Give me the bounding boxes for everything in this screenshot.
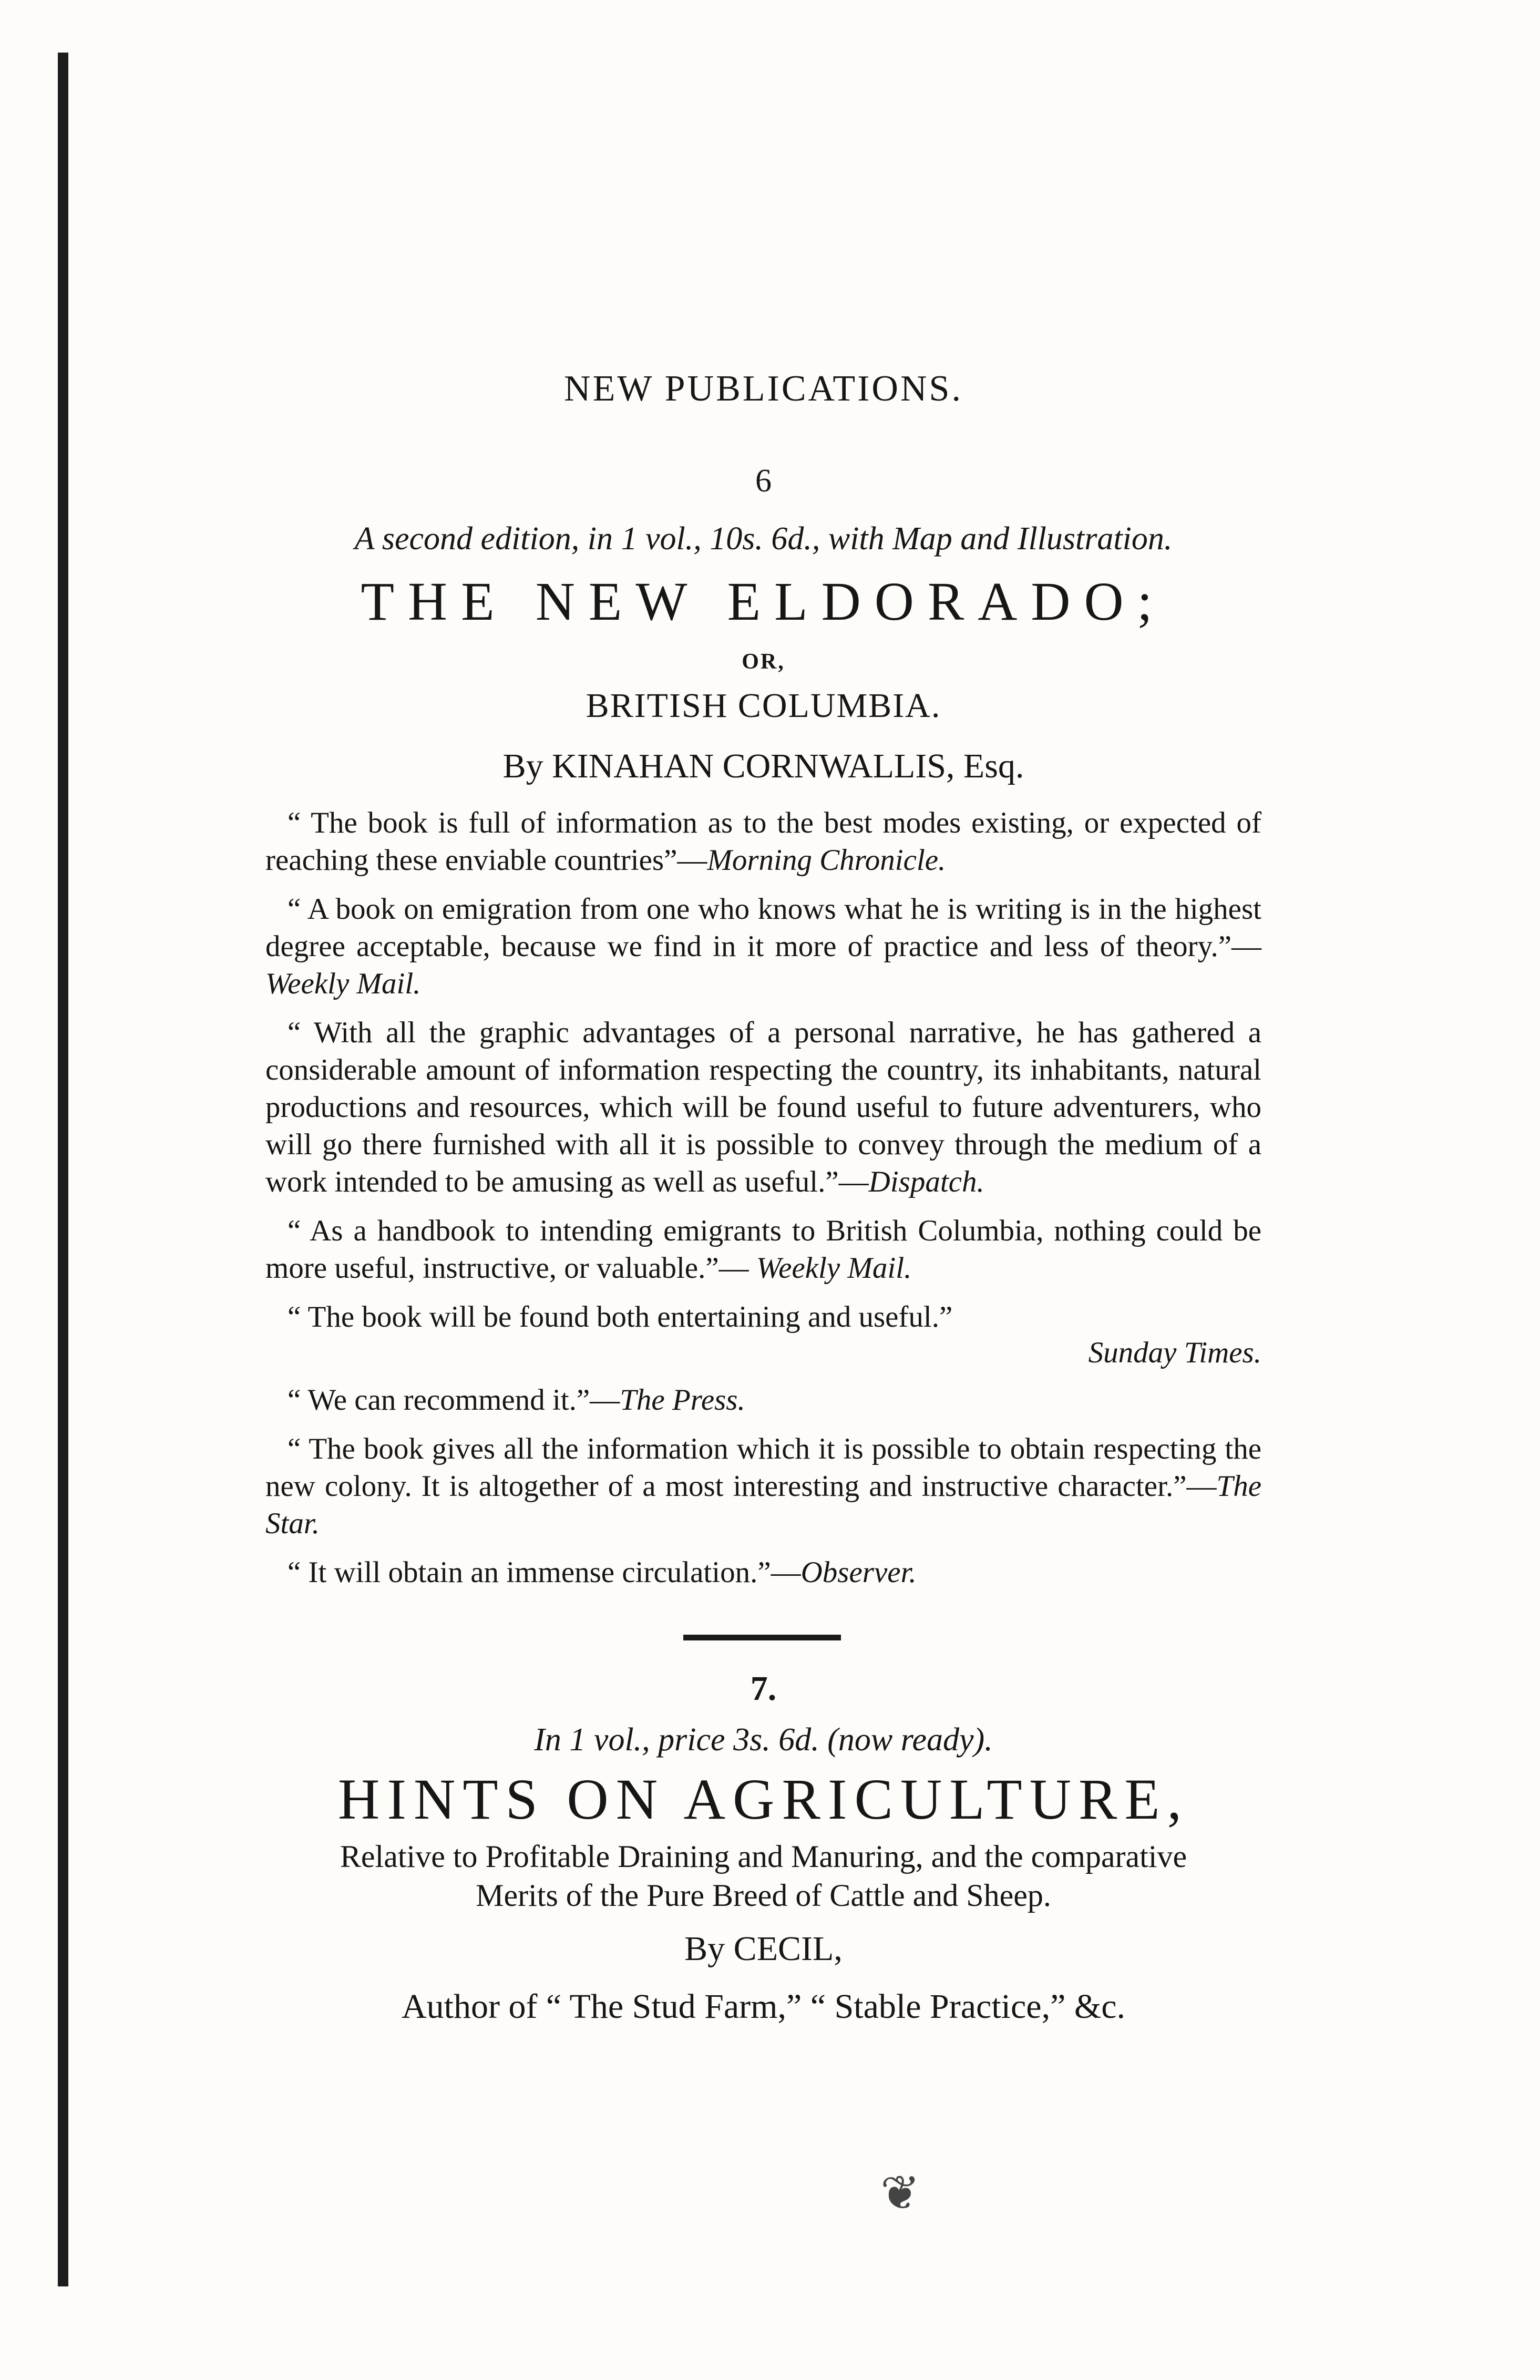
review-source: The Star. (265, 1470, 1261, 1540)
review-source: Observer. (800, 1556, 917, 1589)
author-line: By KINAHAN CORNWALLIS, Esq. (502, 747, 1024, 785)
item-number: 7. (750, 1669, 777, 1708)
review-list (265, 804, 1261, 1591)
review-quote: “ A book on emigration from one who knows what he is writing is in the highest degree acceptable, because we find in it more of practice and less of theory.”—Weekly Mail. (265, 892, 1261, 1000)
review-quote: “ The book is full of information as to the best modes existing, or expected of reaching these enviable countries”—Morning Chronicle. (265, 806, 1261, 877)
review-quote: “ We can recommend it.”—The Press. (288, 1383, 745, 1417)
review-quote: “ The book will be found both entertaining and useful.” (288, 1300, 953, 1333)
edition-line: A second edition, in 1 vol., 10s. 6d., with Map and Illustration. (354, 521, 1173, 557)
review-quote: “ It will obtain an immense circulation.”—Observer. (288, 1556, 917, 1589)
section-heading: NEW PUBLICATIONS. (564, 368, 963, 409)
review-quote: “ As a handbook to intending emigrants to British Columbia, nothing could be more useful, instructive, or valuable.”— Weekly Mail. (265, 1214, 1261, 1285)
review-source: Morning Chronicle. (707, 844, 946, 877)
section-divider (683, 1635, 841, 1640)
fleuron-icon: ❦ (880, 2168, 920, 2220)
book-title: THE NEW ELDORADO; (361, 571, 1166, 632)
binding-edge (58, 53, 68, 2286)
review-source: Sunday Times. (1088, 1336, 1261, 1369)
review-quote: “ With all the graphic advantages of a personal narrative, he has gathered a considerable amount of information respecting the country, its inhabitants, natural productions and resources, which will be found useful to future adventurers, who will go there furnished with all it is possible to convey through the medium of a work intended to be amusing as well as useful.”—Dispatch. (265, 1016, 1261, 1198)
title-or: OR, (742, 650, 785, 674)
item-number: 6 (755, 463, 772, 499)
book-subtitle (265, 1837, 1261, 1915)
edition-line: In 1 vol., price 3s. 6d. (now ready). (534, 1722, 993, 1758)
subtitle-line: Relative to Profitable Draining and Manuring, and the comparative (340, 1839, 1187, 1874)
book-subtitle: BRITISH COLUMBIA. (586, 686, 941, 725)
author-line: By CECIL, (684, 1930, 843, 1968)
review-quote: “ The book gives all the information which it is possible to obtain respecting the new colony. It is altogether of a most interesting and instructive character.”—The Star. (265, 1432, 1261, 1540)
author-credits: Author of “ The Stud Farm,” “ Stable Practice,” &c. (401, 1987, 1126, 2026)
review-source: The Press. (620, 1383, 745, 1417)
review-source: Dispatch. (868, 1165, 984, 1198)
review-source: Weekly Mail. (265, 967, 421, 1000)
subtitle-line: Merits of the Pure Breed of Cattle and Sheep. (476, 1878, 1051, 1913)
book-title: HINTS ON AGRICULTURE, (337, 1767, 1189, 1831)
review-source: Weekly Mail. (756, 1251, 912, 1285)
